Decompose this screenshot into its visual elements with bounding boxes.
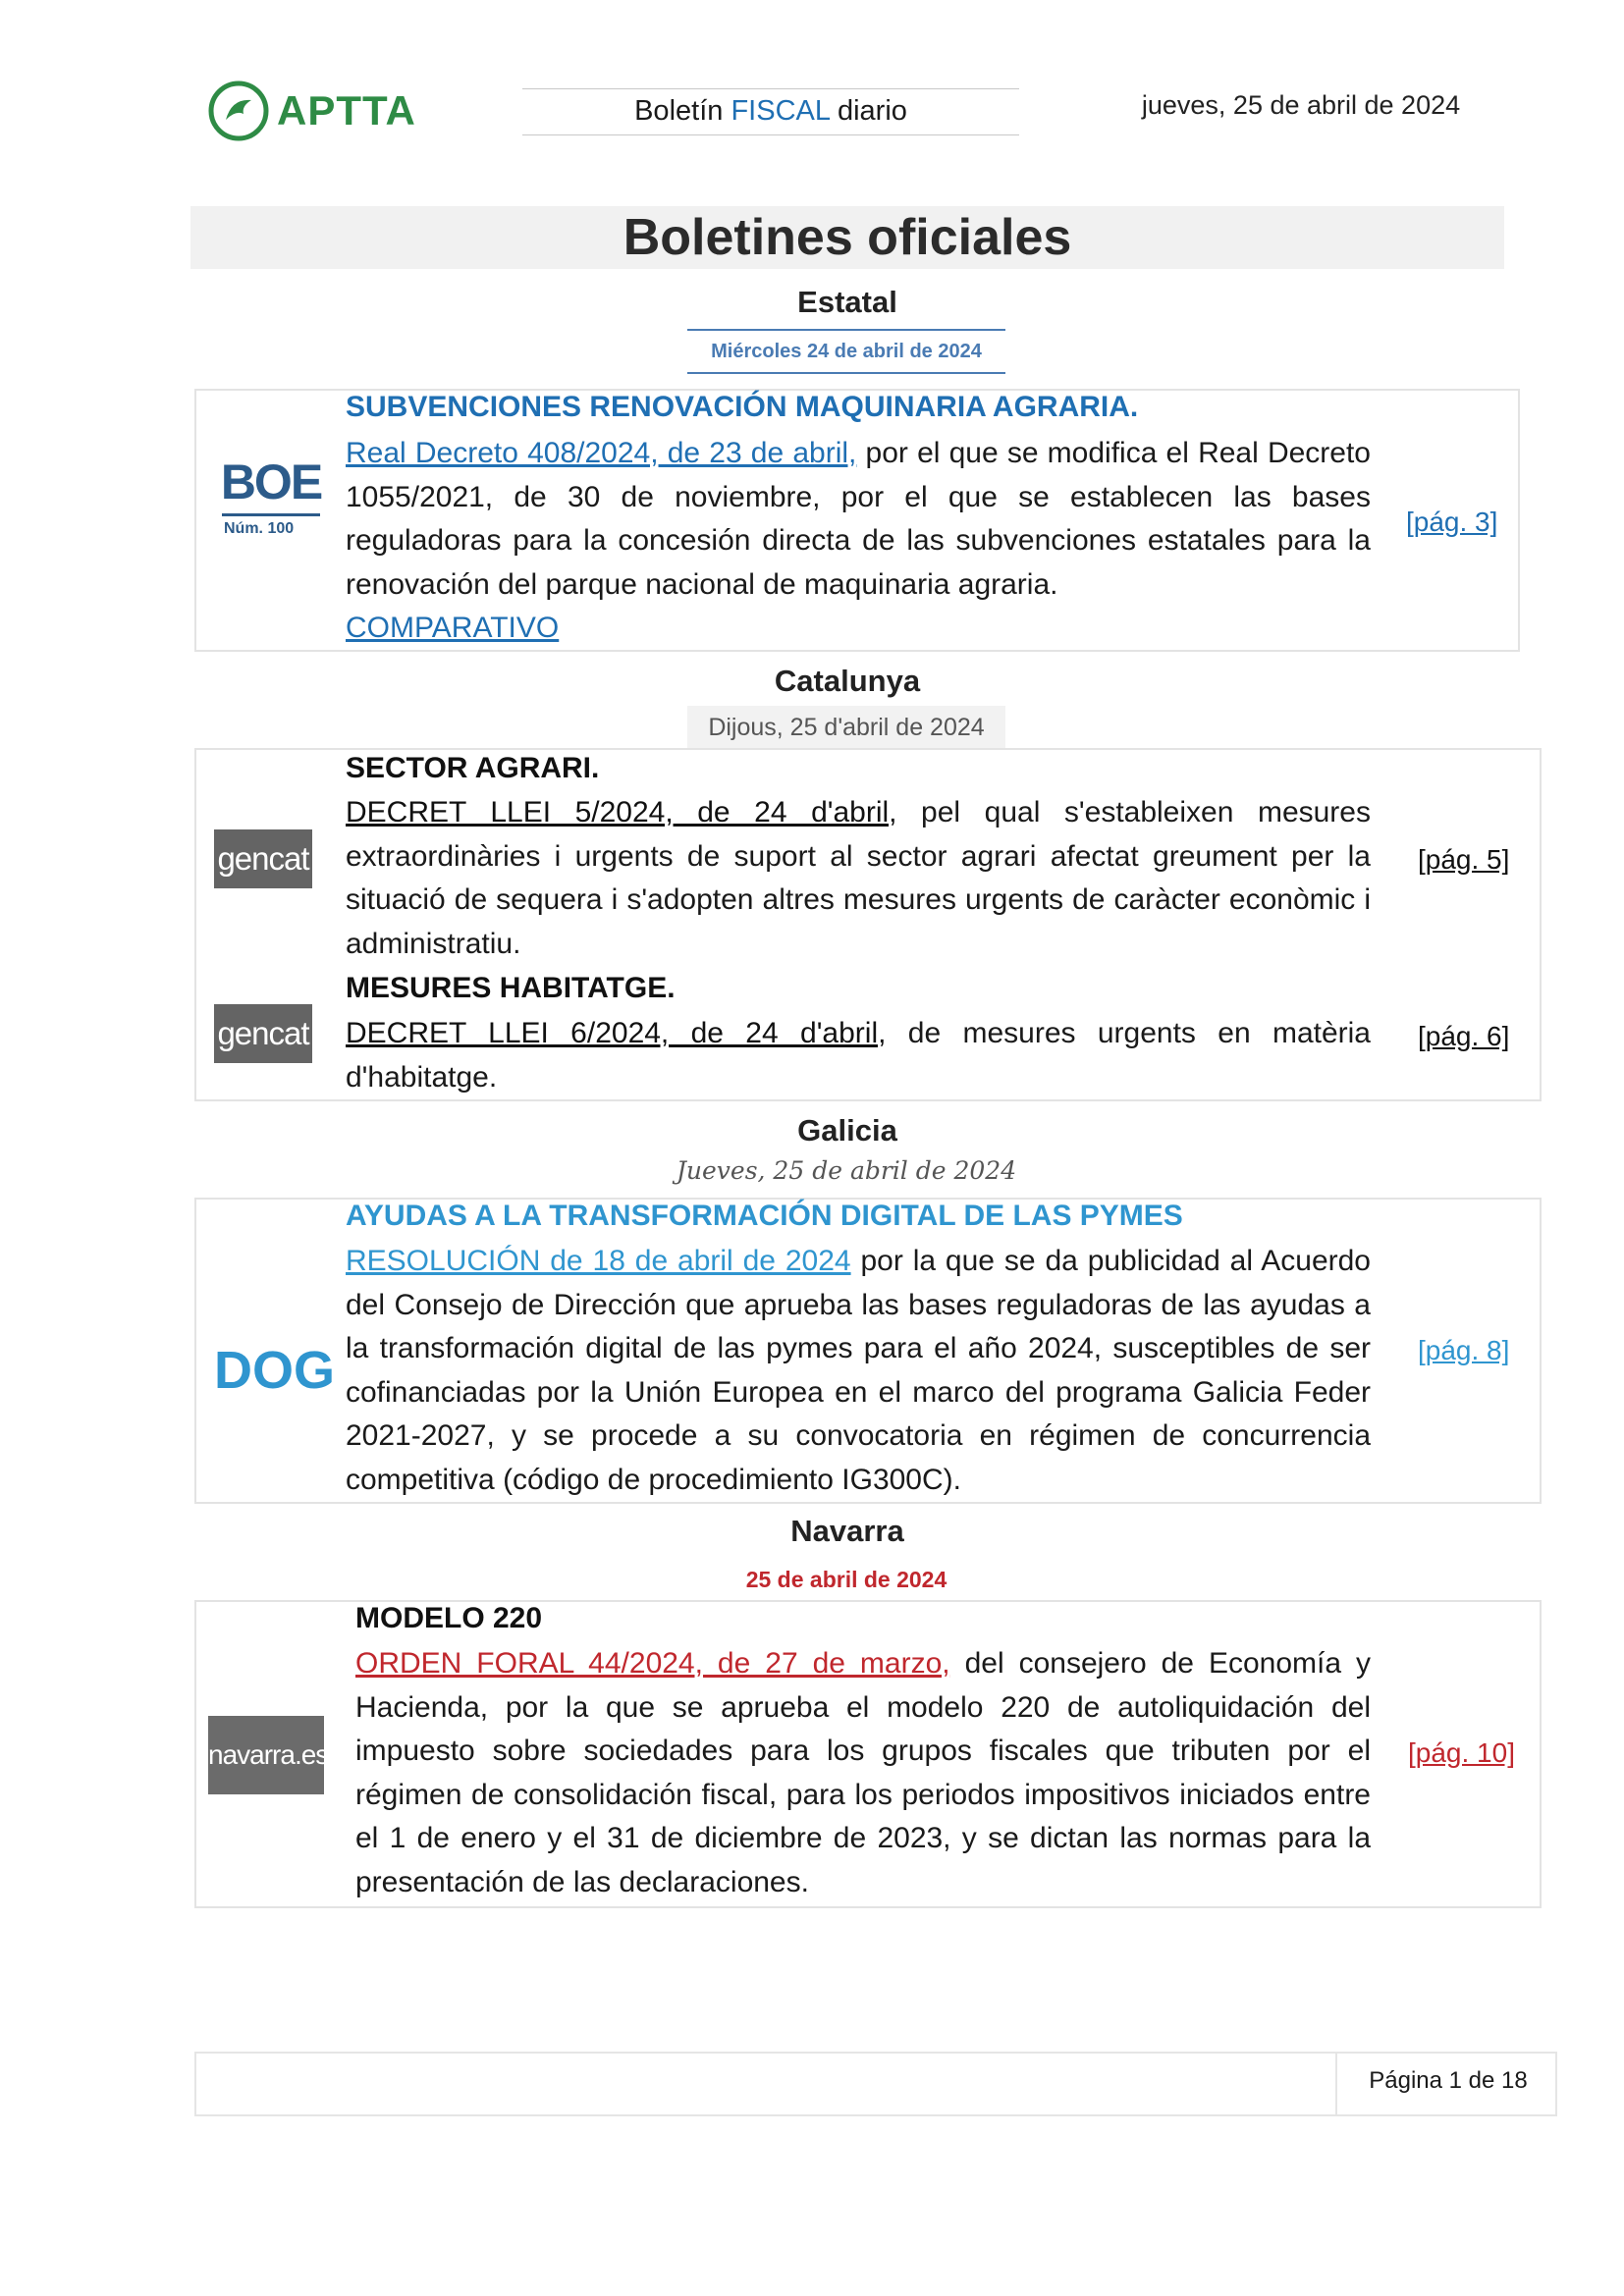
- page-ref-link[interactable]: [pág. 5]: [1418, 844, 1510, 875]
- bulletin-suffix: diario: [837, 95, 907, 127]
- decree-link[interactable]: DECRET LLEI 5/2024, de 24 d'abril,: [346, 796, 897, 828]
- region-catalunya: Catalunya: [774, 664, 921, 698]
- header-date: jueves, 25 de abril de 2024: [1141, 90, 1461, 120]
- resolution-link[interactable]: RESOLUCIÓN de 18 de abril de 2024: [346, 1245, 851, 1277]
- catalunya-date: Dijous, 25 d'abril de 2024: [687, 706, 1005, 749]
- entry-text: del consejero de Economía y Hacienda, por la que se aprueba el modelo 220 de autoliquidación del impuesto sobre sociedades para los grupos fiscales que tributen por el régimen de consolidación fiscal, para los periodos impositivos iniciados entre el 1 de enero y el 31 de diciembre de 2023, y se dictan las normas para la presentación de las declaraciones.: [355, 1647, 1371, 1898]
- entry-title: SECTOR AGRARI.: [346, 752, 600, 784]
- boe-number: Núm. 100: [224, 520, 295, 537]
- dog-logo: DOG: [214, 1341, 336, 1400]
- entry-title: SUBVENCIONES RENOVACIÓN MAQUINARIA AGRARIA.: [346, 391, 1139, 423]
- estatal-date: Miércoles 24 de abril de 2024: [687, 329, 1005, 374]
- decree-link[interactable]: DECRET LLEI 6/2024, de 24 d'abril,: [346, 1017, 887, 1049]
- region-navarra: Navarra: [790, 1514, 904, 1548]
- entry-body: [346, 1240, 1371, 1502]
- region-galicia: Galicia: [797, 1113, 897, 1148]
- boe-logo: [218, 454, 324, 549]
- bulletin-prefix: Boletín: [634, 95, 724, 127]
- entry-title: MODELO 220: [355, 1602, 543, 1634]
- boe-letters: BOE: [220, 454, 322, 509]
- entry-text: por el que se modifica el Real Decreto 1055/2021, de 30 de noviembre, por el que se establecen las bases reguladoras para la concesión directa de las subvenciones estatales para la renovación del parque nacional de maquinaria agraria.: [346, 437, 1371, 601]
- galicia-date: Jueves, 25 de abril de 2024: [676, 1156, 1017, 1185]
- footer-divider: [1335, 2054, 1337, 2114]
- entry-body: [346, 432, 1371, 651]
- entry-title: AYUDAS A LA TRANSFORMACIÓN DIGITAL DE LAS PYMES: [346, 1200, 1183, 1232]
- logo-text: APTTA: [277, 87, 416, 133]
- bulletin-title: [522, 88, 1019, 135]
- entry-body: [355, 1642, 1371, 1904]
- gencat-logo: gencat: [214, 829, 312, 888]
- entry-body: [346, 1012, 1371, 1099]
- entry-body: [346, 791, 1371, 966]
- bulletin-accent: FISCAL: [731, 95, 830, 127]
- region-estatal: Estatal: [797, 285, 897, 319]
- entry-title: MESURES HABITATGE.: [346, 972, 676, 1004]
- aptta-logo: [208, 77, 463, 145]
- footer: [194, 2052, 1557, 2116]
- aptta-emblem-icon: [208, 80, 269, 141]
- boe-divider: [222, 513, 320, 516]
- page-number: Página 1 de 18: [1369, 2067, 1528, 2094]
- entry-text: por la que se da publicidad al Acuerdo del Consejo de Dirección que aprueba las bases reguladoras de las ayudas a la transformación digital de las pymes para el año 2024, susceptibles de ser cofinanciadas por la Unión Europea en el marco del programa Galicia Feder 2021-2027, y se procede a su convocatoria en régimen de concurrencia competitiva (código de procedimiento IG300C).: [346, 1245, 1371, 1496]
- comparativo-link[interactable]: COMPARATIVO: [346, 612, 560, 644]
- navarra-logo: navarra.es: [208, 1716, 324, 1794]
- page-ref-link[interactable]: [pág. 6]: [1418, 1021, 1510, 1051]
- page-ref-link[interactable]: [pág. 8]: [1418, 1335, 1510, 1365]
- entry-text: pel qual s'estableixen mesures extraordinàries i urgents de suport al sector agrari afectat greument per la situació de sequera i s'adopten altres mesures urgents de caràcter econòmic i administratiu.: [346, 796, 1371, 960]
- page-title: Boletines oficiales: [190, 206, 1504, 269]
- navarra-date: 25 de abril de 2024: [745, 1567, 947, 1592]
- page-ref-link[interactable]: [pág. 10]: [1408, 1737, 1515, 1768]
- entry-text: de mesures urgents en matèria d'habitatge.: [346, 1017, 1371, 1094]
- page-ref-link[interactable]: [pág. 3]: [1406, 507, 1498, 537]
- decree-link[interactable]: Real Decreto 408/2024, de 23 de abril,: [346, 437, 857, 469]
- gencat-logo: gencat: [214, 1004, 312, 1063]
- orden-foral-link[interactable]: ORDEN FORAL 44/2024, de 27 de marzo,: [355, 1647, 950, 1680]
